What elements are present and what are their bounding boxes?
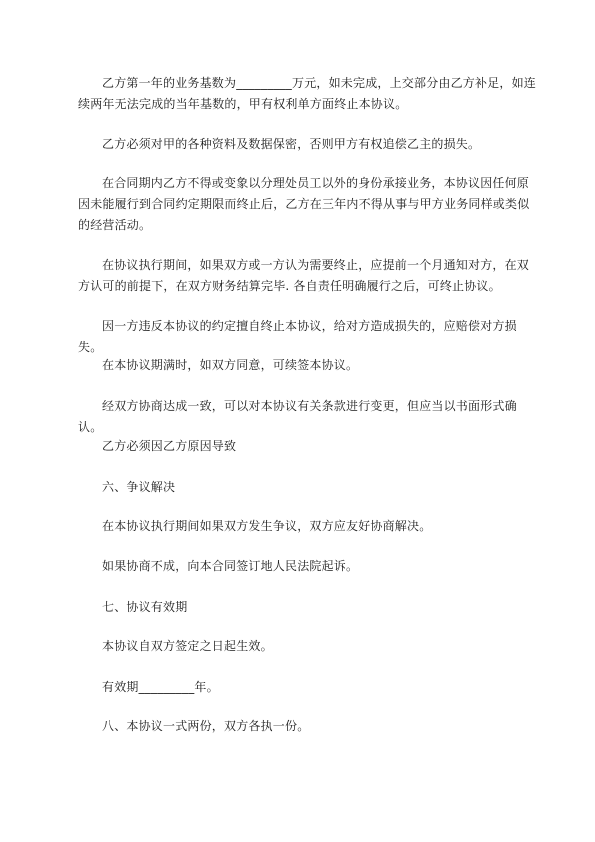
section-heading-copies: 八、本协议一式两份，双方各执一份。 — [102, 719, 310, 733]
paragraph-renewal: 在本协议期满时，如双方同意，可续签本协议。 — [102, 358, 359, 372]
paragraph-amendment: 经双方协商达成一致，可以对本协议有关条款进行变更，但应当以书面形式确认。 — [78, 399, 517, 434]
paragraph-party-b-cause: 乙方必须因乙方原因导致 — [102, 439, 237, 453]
section-heading-validity: 七、协议有效期 — [102, 600, 188, 614]
paragraph-dispute-negotiation: 在本协议执行期间如果双方发生争议，双方应友好协商解决。 — [102, 519, 432, 533]
paragraph-non-compete: 在合同期内乙方不得或变象以分理处员工以外的身份承接业务，本协议因任何原因未能履行到合同约定期限而终止后，乙方在三年内不得从事与甲方业务同样或类似的经营活动。 — [78, 176, 530, 232]
paragraph-dispute-court: 如果协商不成，向本合同签订地人民法院起诉。 — [102, 559, 359, 573]
paragraph-breach-compensation: 因一方违反本协议的约定擅自终止本协议，给对方造成损失的，应赔偿对方损失。 — [78, 319, 517, 354]
paragraph-confidentiality: 乙方必须对甲的各种资料及数据保密，否则甲方有权追偿乙主的损失。 — [102, 137, 481, 151]
paragraph-validity-period: 有效期_________年。 — [102, 680, 219, 694]
paragraph-termination-notice: 在协议执行期间，如果双方或一方认为需要终止，应提前一个月通知对方，在双方认可的前提下，在双方财务结算完毕. 各自责任明确履行之后，可终止协议。 — [78, 258, 530, 293]
paragraph-base-amount: 乙方第一年的业务基数为_________万元，如未完成，上交部分由乙方补足，如连续两年无法完成的当年基数的，甲有权利单方面终止本协议。 — [78, 76, 537, 111]
section-heading-dispute: 六、争议解决 — [102, 480, 176, 494]
paragraph-effective-date: 本协议自双方签定之日起生效。 — [102, 639, 273, 653]
